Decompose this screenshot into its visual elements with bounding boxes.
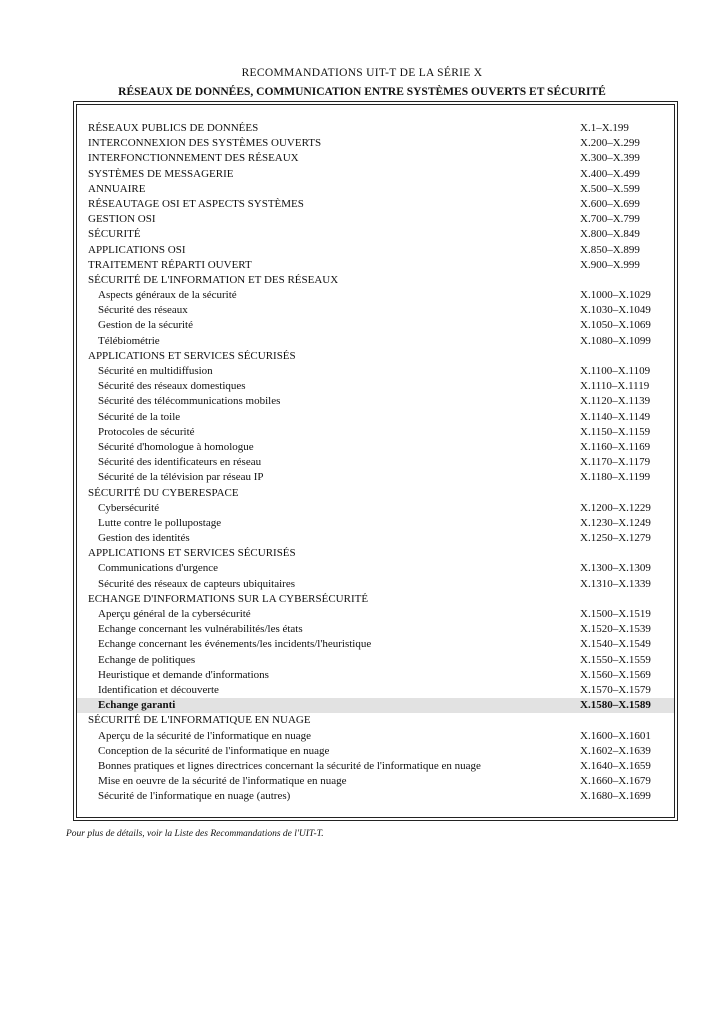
table-row-subsection [77, 379, 674, 394]
row-range: X.1150–X.1159 [580, 425, 651, 438]
row-label: Sécurité d'homologue à homologue [98, 440, 254, 453]
table-row-section [77, 227, 674, 242]
table-row-subsection [77, 470, 674, 485]
table-row-section [77, 182, 674, 197]
table-row-subsection [77, 653, 674, 668]
row-label: Echange concernant les vulnérabilités/les états [98, 623, 303, 636]
table-row-subsection [77, 288, 674, 303]
table-row-section [77, 258, 674, 273]
recommendations-table [77, 121, 674, 804]
row-label: APPLICATIONS OSI [88, 243, 186, 256]
row-range: X.1500–X.1519 [580, 608, 651, 620]
row-range: X.1550–X.1559 [580, 653, 651, 666]
table-row-subsection [77, 683, 674, 698]
table-row-subsection [77, 318, 674, 333]
row-range: X.1600–X.1601 [580, 729, 651, 742]
row-label: Sécurité des télécommunications mobiles [98, 395, 281, 408]
table-row-section [77, 486, 674, 501]
row-range: X.1602–X.1639 [580, 744, 651, 757]
row-label: Aperçu de la sécurité de l'informatique en nuage [98, 729, 312, 742]
row-label: RÉSEAUTAGE OSI ET ASPECTS SYSTÈMES [88, 197, 304, 210]
table-row-subsection [77, 410, 674, 425]
table-row-section [77, 136, 674, 151]
row-range: X.400–X.499 [580, 167, 640, 180]
row-range: X.1170–X.1179 [580, 456, 651, 469]
table-row-subsection [77, 744, 674, 759]
footnote: Pour plus de détails, voir la Liste des Recommandations de l'UIT-T. [66, 829, 324, 839]
row-label: Télébiométrie [98, 334, 160, 347]
table-row-section [77, 349, 674, 364]
table-row-subsection [77, 729, 674, 744]
row-label: Echange de politiques [98, 653, 196, 666]
row-label: Sécurité de la toile [98, 410, 181, 423]
table-row-subsection [77, 455, 674, 470]
row-label: APPLICATIONS ET SERVICES SÉCURISÉS [88, 547, 296, 560]
row-label: SÉCURITÉ [88, 228, 141, 241]
row-range: X.1520–X.1539 [580, 623, 651, 636]
row-range: X.1030–X.1049 [580, 304, 651, 317]
row-label: Sécurité de l'informatique en nuage (autres) [98, 790, 291, 803]
table-row-subsection [77, 440, 674, 455]
row-label: GESTION OSI [88, 213, 156, 226]
table-row-section [77, 592, 674, 607]
page-title: RECOMMANDATIONS UIT-T DE LA SÉRIE X [241, 67, 483, 79]
table-row-section [77, 273, 674, 288]
row-range: X.1–X.199 [580, 122, 629, 134]
row-label: Gestion de la sécurité [98, 319, 193, 332]
row-range: X.600–X.699 [580, 197, 640, 210]
row-label: INTERFONCTIONNEMENT DES RÉSEAUX [88, 152, 299, 165]
row-range: X.1300–X.1309 [580, 562, 651, 575]
row-range: X.1640–X.1659 [580, 759, 651, 772]
row-range: X.1140–X.1149 [580, 410, 651, 423]
row-range: X.1120–X.1139 [580, 395, 651, 408]
row-range: X.900–X.999 [580, 258, 640, 271]
row-label: Gestion des identités [98, 532, 190, 545]
row-label: Aperçu général de la cybersécurité [98, 608, 251, 620]
table-row-subsection [77, 303, 674, 318]
row-range: X.1000–X.1029 [580, 289, 651, 302]
row-range: X.1100–X.1109 [580, 365, 651, 377]
row-range: X.500–X.599 [580, 182, 640, 195]
row-range: X.1680–X.1699 [580, 790, 651, 803]
row-range: X.1110–X.1119 [580, 380, 650, 393]
row-label: ANNUAIRE [88, 182, 146, 195]
table-row-subsection [77, 698, 674, 713]
row-label: SYSTÈMES DE MESSAGERIE [88, 167, 234, 180]
row-label: Cybersécurité [98, 501, 160, 514]
row-range: X.1250–X.1279 [580, 532, 651, 545]
table-row-subsection [77, 668, 674, 683]
row-label: Mise en oeuvre de la sécurité de l'informatique en nuage [98, 775, 347, 788]
table-row-section [77, 713, 674, 728]
row-range: X.200–X.299 [580, 137, 640, 150]
row-range: X.1050–X.1069 [580, 319, 651, 332]
table-row-subsection [77, 364, 674, 379]
table-row-subsection [77, 334, 674, 349]
table-row-subsection [77, 394, 674, 409]
table-row-subsection [77, 425, 674, 440]
row-range: X.1180–X.1199 [580, 471, 651, 484]
row-range: X.800–X.849 [580, 228, 640, 241]
row-range: X.1660–X.1679 [580, 775, 651, 788]
table-row-subsection [77, 774, 674, 789]
row-label: Echange garanti [98, 699, 176, 712]
row-label: Communications d'urgence [98, 562, 219, 575]
row-label: Heuristique et demande d'informations [98, 668, 269, 681]
table-row-subsection [77, 516, 674, 531]
row-label: SÉCURITÉ DE L'INFORMATIQUE EN NUAGE [88, 714, 311, 727]
row-label: Sécurité de la télévision par réseau IP [98, 471, 264, 484]
row-range: X.850–X.899 [580, 243, 640, 256]
table-row-subsection [77, 622, 674, 637]
table-row-subsection [77, 561, 674, 576]
row-range: X.1080–X.1099 [580, 334, 651, 347]
table-row-subsection [77, 577, 674, 592]
row-label: Lutte contre le pollupostage [98, 516, 222, 529]
row-label: APPLICATIONS ET SERVICES SÉCURISÉS [88, 349, 296, 362]
row-label: SÉCURITÉ DE L'INFORMATION ET DES RÉSEAUX [88, 273, 339, 286]
page-subtitle: RÉSEAUX DE DONNÉES, COMMUNICATION ENTRE SYSTÈMES OUVERTS ET SÉCURITÉ [118, 86, 606, 98]
row-label: RÉSEAUX PUBLICS DE DONNÉES [88, 122, 259, 134]
row-range: X.1570–X.1579 [580, 683, 651, 696]
row-label: Echange concernant les événements/les incidents/l'heuristique [98, 638, 372, 651]
table-row-section [77, 167, 674, 182]
row-label: ECHANGE D'INFORMATIONS SUR LA CYBERSÉCURITÉ [88, 592, 369, 605]
table-row-subsection [77, 531, 674, 546]
row-label: Sécurité des identificateurs en réseau [98, 456, 262, 469]
row-range: X.1560–X.1569 [580, 668, 651, 681]
row-label: Sécurité des réseaux [98, 304, 188, 317]
table-row-subsection [77, 789, 674, 804]
row-label: Aspects généraux de la sécurité [98, 289, 237, 302]
table-row-section [77, 212, 674, 227]
table-row-subsection [77, 637, 674, 652]
row-range: X.1310–X.1339 [580, 577, 651, 590]
table-row-section [77, 197, 674, 212]
row-range: X.1230–X.1249 [580, 516, 651, 529]
row-range: X.700–X.799 [580, 213, 640, 226]
table-row-subsection [77, 607, 674, 622]
row-label: Identification et découverte [98, 683, 219, 696]
table-row-subsection [77, 759, 674, 774]
row-label: SÉCURITÉ DU CYBERESPACE [88, 486, 239, 499]
table-row-section [77, 121, 674, 136]
row-range: X.300–X.399 [580, 152, 640, 165]
table-row-section [77, 151, 674, 166]
row-label: Bonnes pratiques et lignes directrices concernant la sécurité de l'informatique en nuage [98, 759, 481, 772]
row-range: X.1160–X.1169 [580, 440, 651, 453]
row-label: Sécurité en multidiffusion [98, 365, 213, 377]
row-label: Protocoles de sécurité [98, 425, 195, 438]
row-label: TRAITEMENT RÉPARTI OUVERT [88, 258, 252, 271]
row-label: Sécurité des réseaux domestiques [98, 380, 246, 393]
table-row-subsection [77, 501, 674, 516]
table-row-section [77, 243, 674, 258]
row-range: X.1200–X.1229 [580, 501, 651, 514]
row-label: Conception de la sécurité de l'informatique en nuage [98, 744, 330, 757]
row-range: X.1580–X.1589 [580, 699, 651, 712]
row-label: Sécurité des réseaux de capteurs ubiquitaires [98, 577, 296, 590]
row-label: INTERCONNEXION DES SYSTÈMES OUVERTS [88, 137, 322, 150]
row-range: X.1540–X.1549 [580, 638, 651, 651]
table-row-section [77, 546, 674, 561]
